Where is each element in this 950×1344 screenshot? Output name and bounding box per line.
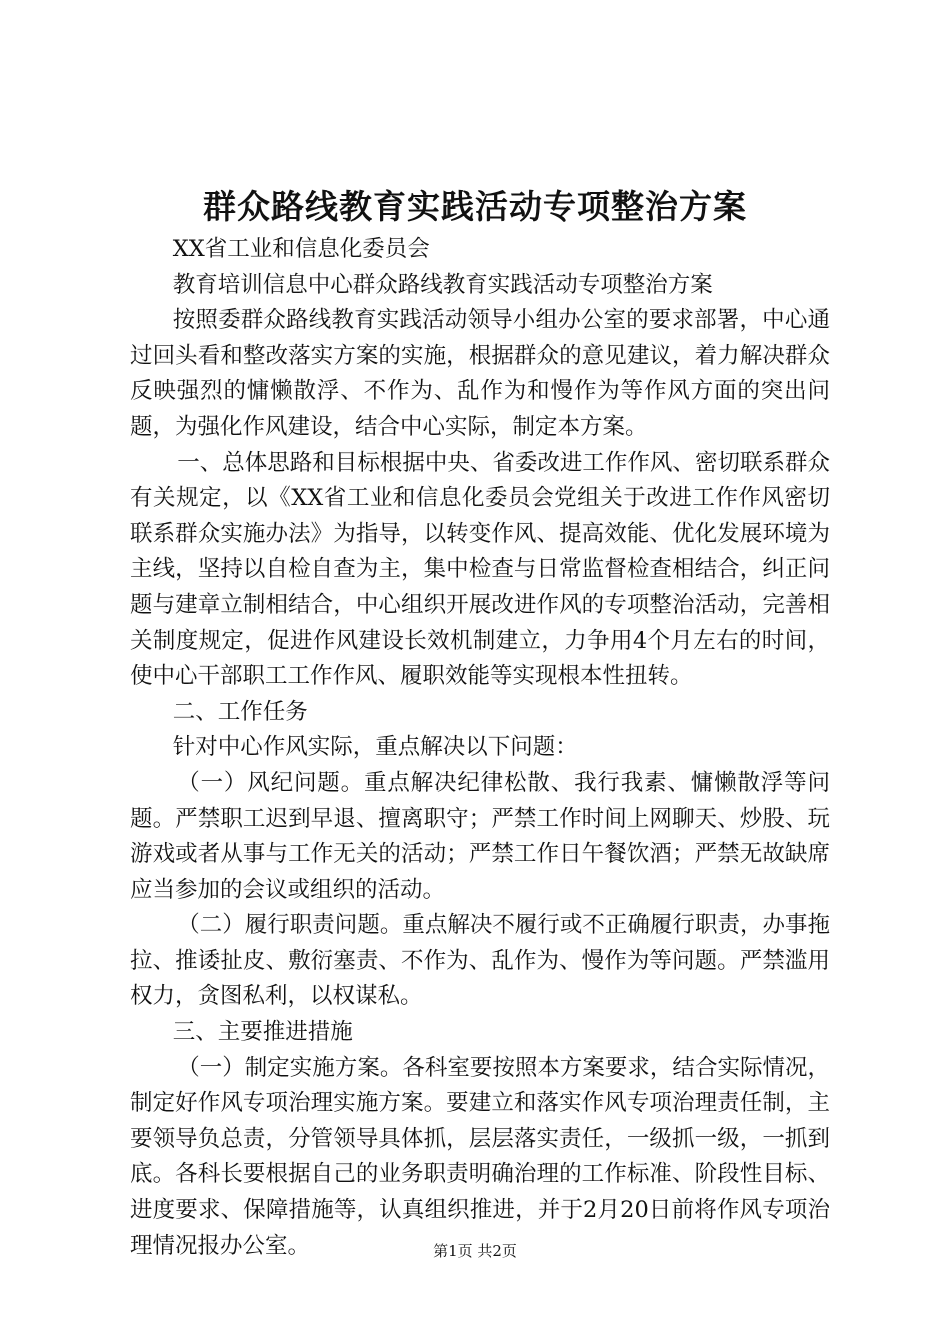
document-title: 群众路线教育实践活动专项整治方案 xyxy=(203,187,747,226)
paragraph-section-3-item-1: （一）制定实施方案。各科室要按照本方案要求，结合实际情况，制定好作风专项治理实施方案。要建立和落实作风专项治理责任制，主要领导负总责，分管领导具体抓，层层落实责任，一级抓一级，一抓到底。各科长要根据自己的业务职责明确治理的工作标准、阶段性目标、进度要求、保障措施等，认真组织推进，并于2月20日前将作风专项治理情况报办公室。 xyxy=(130,1054,830,1259)
paragraph-section-2-item-2: （二）履行职责问题。重点解决不履行或不正确履行职责，办事拖拉、推诿扯皮、敷衍塞责、不作为、乱作为、慢作为等问题。严禁滥用权力，贪图私利，以权谋私。 xyxy=(130,912,830,1010)
paragraph-intro: 按照委群众路线教育实践活动领导小组办公室的要求部署，中心通过回头看和整改落实方案的实施，根据群众的意见建议，着力解决群众反映强烈的慵懒散浮、不作为、乱作为和慢作为等作风方面的突出问题，为强化作风建设，结合中心实际，制定本方案。 xyxy=(130,307,830,440)
document-body xyxy=(130,232,830,1264)
paragraph-section-2-lead: 针对中心作风实际，重点解决以下问题： xyxy=(172,734,578,761)
heading-section-2: 二、工作任务 xyxy=(172,698,308,725)
paragraph-section-2-item-1: （一）风纪问题。重点解决纪律松散、我行我素、慵懒散浮等问题。严禁职工迟到早退、擅离职守；严禁工作时间上网聊天、炒股、玩游戏或者从事与工作无关的活动；严禁工作日午餐饮酒；严禁无故缺席应当参加的会议或组织的活动。 xyxy=(130,769,830,903)
heading-section-3: 三、主要推进措施 xyxy=(172,1019,353,1046)
paragraph-section-1: 一、总体思路和目标根据中央、省委改进工作作风、密切联系群众有关规定，以《XX省工业和信息化委员会党组关于改进工作作风密切联系群众实施办法》为指导，以转变作风、提高效能、优化发展环境为主线，坚持以自检自查为主，集中检查与日常监督检查相结合，纠正问题与建章立制相结合，中心组织开展改进作风的专项整治活动，完善相关制度规定，促进作风建设长效机制建立，力争用4个月左右的时间，使中心干部职工工作作风、履职效能等实现根本性扭转。 xyxy=(130,449,830,690)
paragraph-subtitle: 教育培训信息中心群众路线教育实践活动专项整治方案 xyxy=(172,271,713,298)
page-indicator: 第1页 共2页 xyxy=(433,1242,517,1260)
paragraph-organization: XX省工业和信息化委员会 xyxy=(172,236,430,262)
